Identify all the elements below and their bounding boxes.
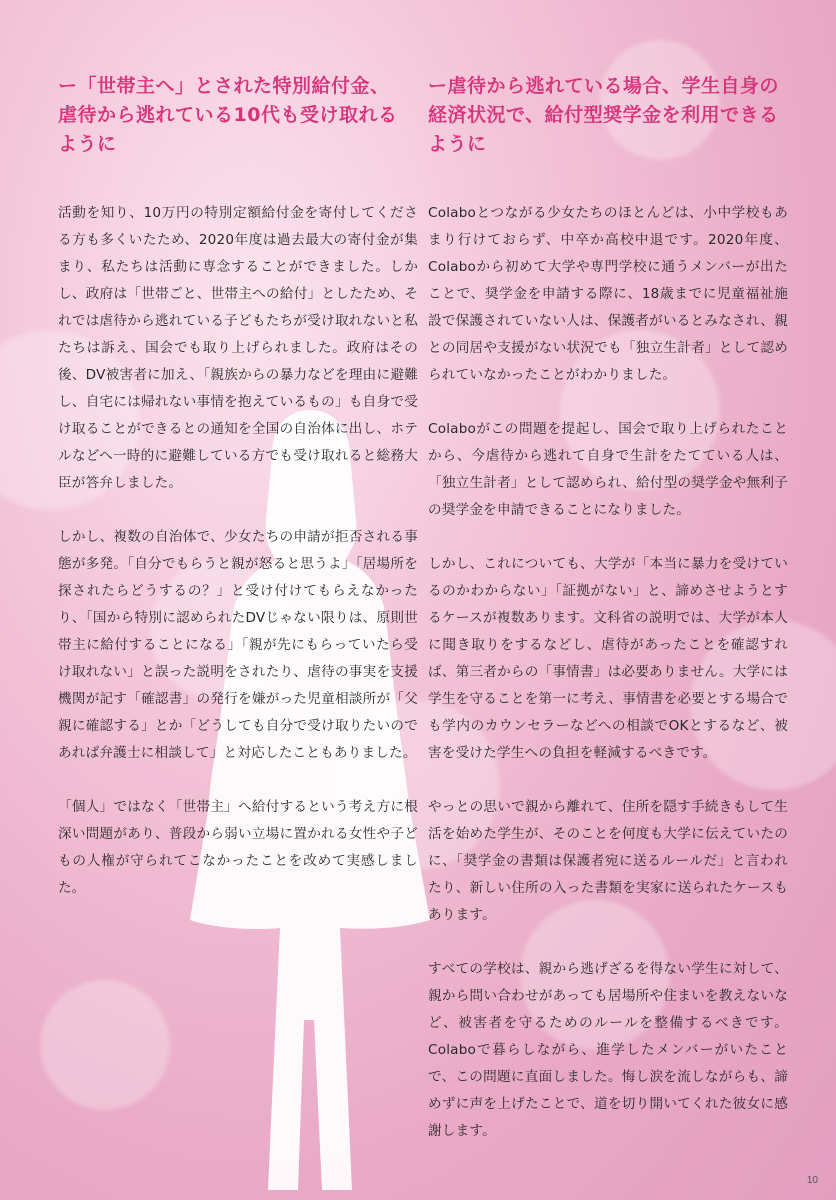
paragraph: しかし、複数の自治体で、少女たちの申請が拒否される事態が多発。「自分でもらうと親が怒ると思うよ」「居場所を探されたらどうするの？」と受け付けてもらえなかったり、「国から特別に認められたDVじゃない限りは、原則世帯主に給付することになる」「親が先にもらっていたら受け取れない」と誤った説明をされたり、虐待の事実を支援機関が記す「確認書」の発行を嫌がった児童相談所が「父親に確認する」とか「どうしても自分で受け取りたいのであれば弁護士に相談して」と対応したこともありました。 bbox=[58, 529, 418, 761]
page-number: 10 bbox=[806, 1175, 818, 1186]
section-heading-scholarship: ー虐待から逃れている場合、学生自身の 経済状況で、給付型奨学金を利用できる ように bbox=[428, 75, 780, 155]
paragraph: しかし、これについても、大学が「本当に暴力を受けているのかわからない」「証拠がない」と、諦めさせようとするケースが複数あります。文科省の説明では、大学が本人に聞き取りをするなどし、虐待があったことを確認すれば、第三者からの「事情書」は必要ありません。大学には学生を守ることを第一に考え、事情書を必要とする場合でも学内のカウンセラーなどへの相談でOKとするなど、被害を受けた学生への負担を軽減するべきです。 bbox=[428, 556, 788, 761]
paragraph: 「個人」ではなく「世帯主」へ給付するという考え方に根深い問題があり、普段から弱い立場に置かれる女性や子どもの人権が守られてこなかったことを改めて実感しました。 bbox=[58, 799, 418, 896]
paragraph: 活動を知り、10万円の特別定額給付金を寄付してくださる方も多くいたため、2020年度は過去最大の寄付金が集まり、私たちは活動に専念することができました。しかし、政府は「世帯ごと、世帯主への給付」としたため、それでは虐待から逃れている子どもたちが受け取れないと私たちは訴え、国会でも取り上げられました。政府はその後、DV被害者に加え、「親族からの暴力などを理由に避難し、自宅には帰れない事情を抱えているもの」も自身で受け取ることができるとの通知を全国の自治体に出し、ホテルなどへ一時的に避難している方でも受け取れると総務大臣が答弁しました。 bbox=[58, 205, 418, 491]
paragraph: やっとの思いで親から離れて、住所を隠す手続きもして生活を始めた学生が、そのことを何度も大学に伝えていたのに、「奨学金の書類は保護者宛に送るルールだ」と言われたり、新しい住所の入った書類を実家に送られたケースもあります。 bbox=[428, 799, 788, 923]
left-column bbox=[58, 72, 418, 929]
section-heading-special-benefit: ー「世帯主へ」とされた特別給付金、 虐待から逃れている10代も受け取れる ように bbox=[58, 75, 398, 155]
paragraph: すべての学校は、親から逃げざるを得ない学生に対して、親から問い合わせがあっても居場所や住まいを教えないなど、被害者を守るためのルールを整備するべきです。Colaboで暮らしながら、進学したメンバーがいたことで、この問題に直面しました。悔し涙を流しながらも、諦めずに声を上げたことで、道を切り開いてくれた彼女に感謝します。 bbox=[428, 961, 788, 1139]
right-column bbox=[428, 72, 788, 1172]
paragraph: Colaboとつながる少女たちのほとんどは、小中学校もあまり行けておらず、中卒か高校中退です。2020年度、Colaboから初めて大学や専門学校に通うメンバーが出たことで、奨学金を申請する際に、18歳までに児童福祉施設で保護されていない人は、保護者がいるとみなされ、親との同居や支援がない状況でも「独立生計者」として認められていなかったことがわかりました。 bbox=[428, 205, 788, 383]
paragraph: Colaboがこの問題を提起し、国会で取り上げられたことから、今虐待から逃れて自身で生計をたてている人は、「独立生計者」として認められ、給付型の奨学金や無利子の奨学金を申請できることになりました。 bbox=[428, 421, 788, 518]
bokeh-light bbox=[40, 980, 170, 1110]
